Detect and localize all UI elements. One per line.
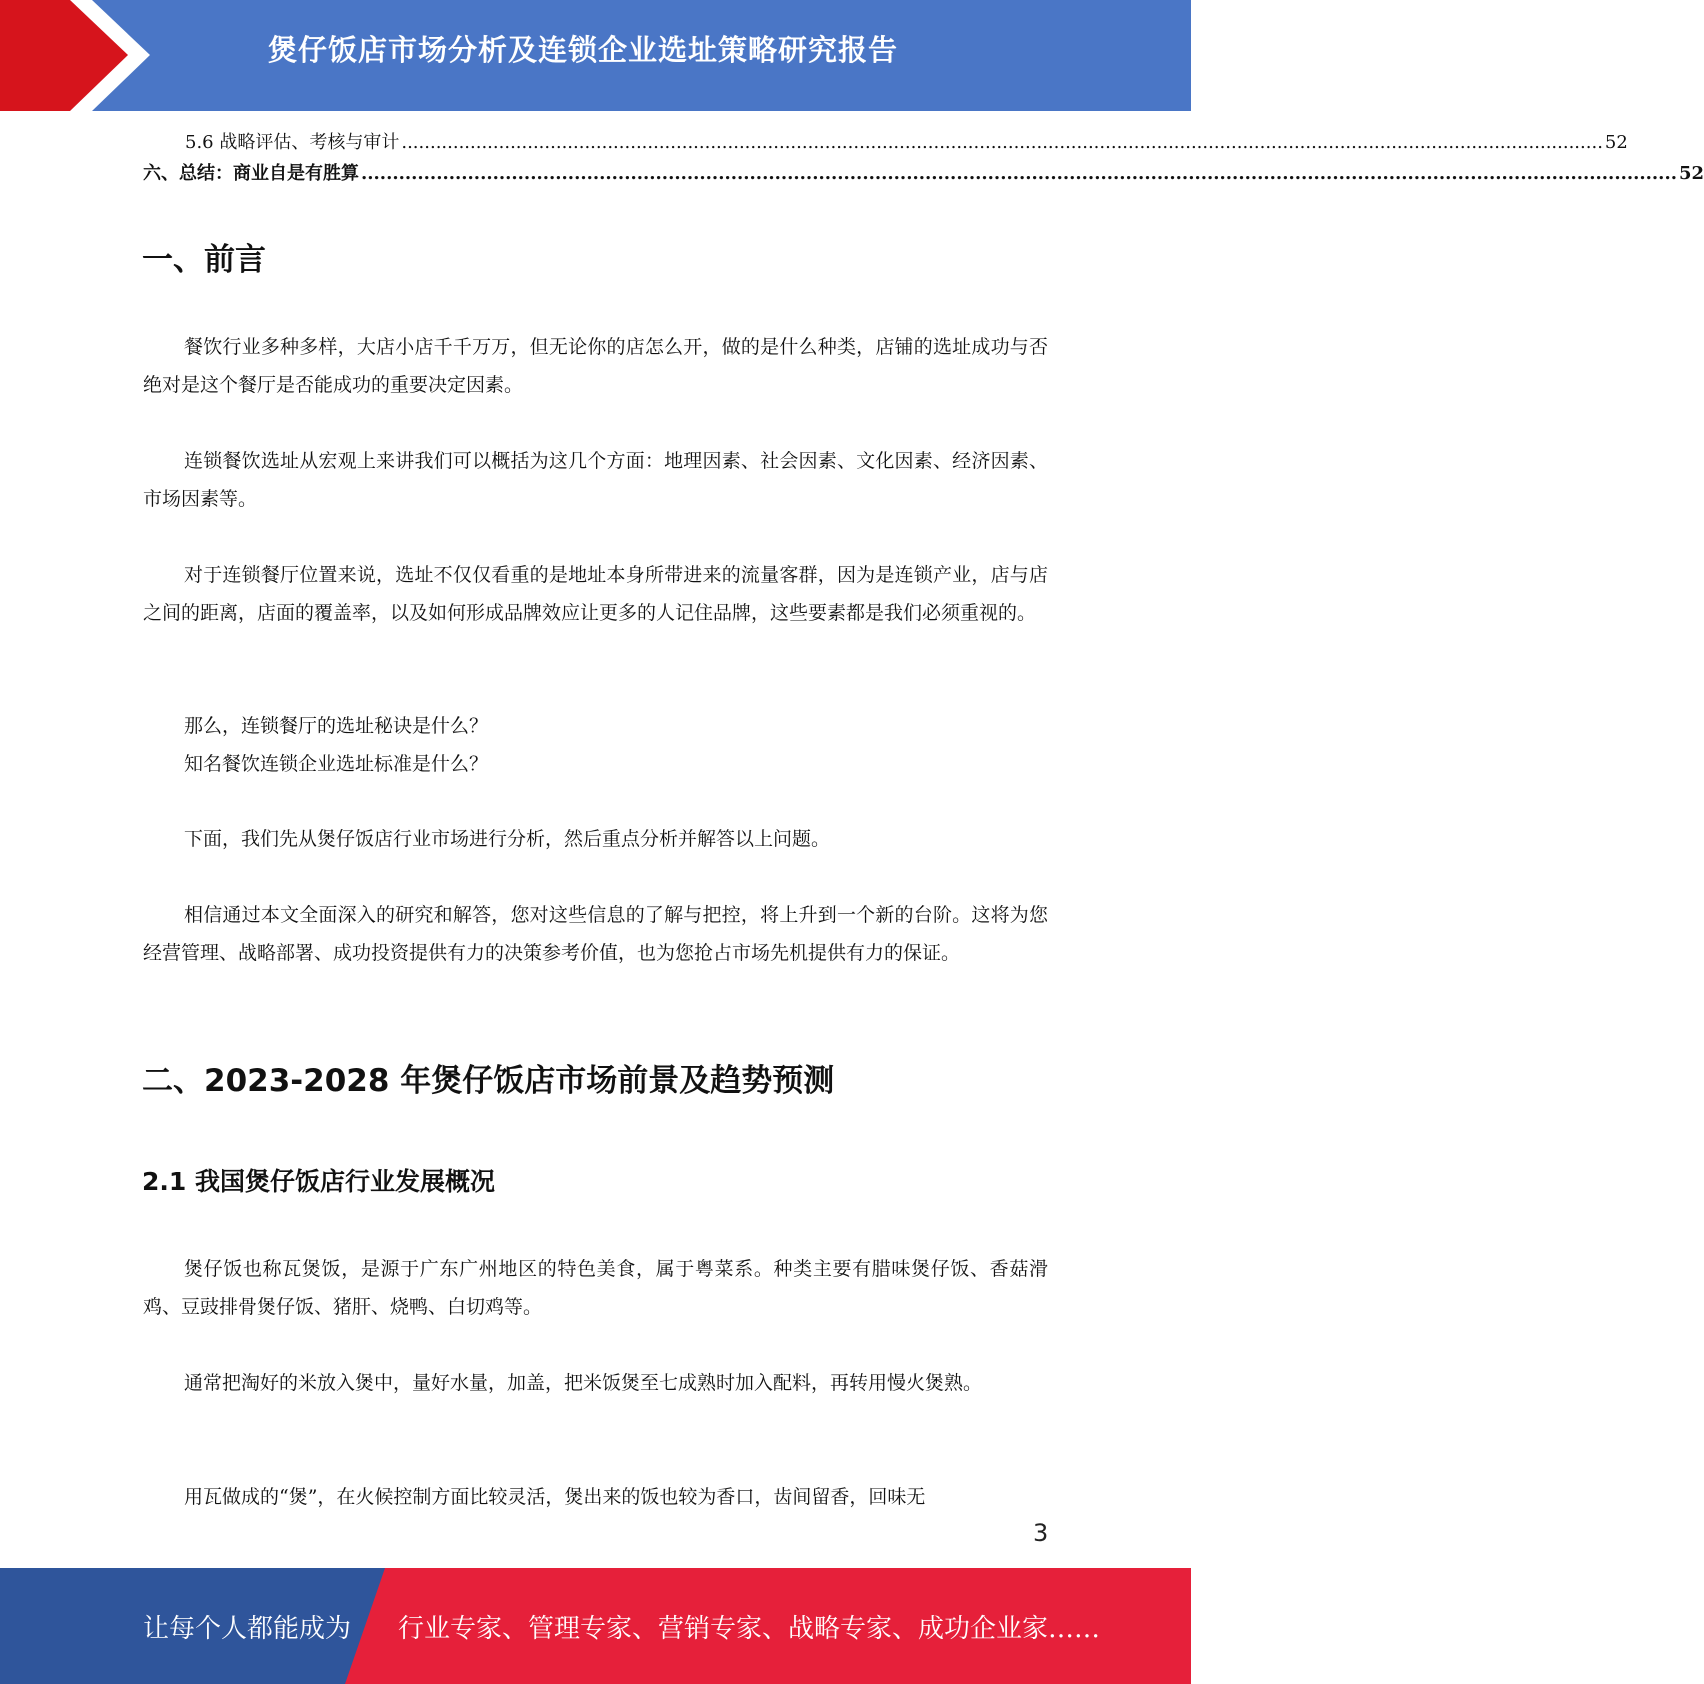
body-paragraph: 通常把淘好的米放入煲中，量好水量，加盖，把米饭煲至七成熟时加入配料，再转用慢火煲熟。 bbox=[184, 1372, 983, 1394]
page-number: 3 bbox=[1033, 1519, 1049, 1547]
header-arrow-graphic bbox=[0, 0, 160, 111]
toc-entry-label: 六、总结：商业自是有胜算 bbox=[143, 163, 359, 184]
body-paragraph: 连锁餐饮选址从宏观上来讲我们可以概括为这几个方面：地理因素、社会因素、文化因素、经济因素、市场因素等。 bbox=[143, 450, 1048, 510]
report-footer bbox=[0, 1568, 1191, 1684]
footer-slogan-right: 行业专家、管理专家、营销专家、战略专家、成功企业家…… bbox=[398, 1614, 1101, 1644]
body-paragraph: 下面，我们先从煲仔饭店行业市场进行分析，然后重点分析并解答以上问题。 bbox=[184, 828, 831, 850]
section-heading-forecast: 二、2023-2028 年煲仔饭店市场前景及趋势预测 bbox=[142, 1063, 835, 1099]
question-line: 那么，连锁餐厅的选址秘诀是什么？ bbox=[184, 715, 489, 737]
toc-entry-label: 5.6 战略评估、考核与审计 bbox=[185, 132, 400, 153]
body-paragraph: 相信通过本文全面深入的研究和解答，您对这些信息的了解与把控，将上升到一个新的台阶。这将为您经营管理、战略部署、成功投资提供有力的决策参考价值，也为您抢占市场先机提供有力的保证。 bbox=[143, 904, 1048, 964]
toc-entry-page: 52 bbox=[1604, 132, 1628, 153]
toc-entry-page: 52 bbox=[1679, 163, 1704, 184]
section-heading-preface: 一、前言 bbox=[142, 242, 266, 278]
body-paragraph: 餐饮行业多种多样，大店小店千千万万，但无论你的店怎么开，做的是什么种类，店铺的选址成功与否绝对是这个餐厅是否能成功的重要决定因素。 bbox=[143, 336, 1048, 396]
toc-leader-dots: .................................................................................................................................................................................................................. bbox=[361, 163, 1677, 184]
report-title: 煲仔饭店市场分析及连锁企业选址策略研究报告 bbox=[268, 33, 899, 67]
toc-entry[interactable] bbox=[143, 130, 1628, 156]
toc-leader-dots: .................................................................................................................................................................................................................. bbox=[401, 132, 1603, 153]
toc-entry[interactable] bbox=[143, 161, 1704, 187]
body-paragraph: 用瓦做成的“煲”，在火候控制方面比较灵活，煲出来的饭也较为香口，齿间留香，回味无 bbox=[184, 1486, 926, 1508]
footer-slogan-left: 让每个人都能成为 bbox=[143, 1614, 352, 1644]
body-paragraph: 对于连锁餐厅位置来说，选址不仅仅看重的是地址本身所带进来的流量客群，因为是连锁产业，店与店之间的距离，店面的覆盖率，以及如何形成品牌效应让更多的人记住品牌，这些要素都是我们必须重视的。 bbox=[143, 564, 1048, 624]
question-line: 知名餐饮连锁企业选址标准是什么？ bbox=[184, 753, 489, 775]
report-header bbox=[0, 0, 1191, 111]
subsection-heading: 2.1 我国煲仔饭店行业发展概况 bbox=[142, 1167, 495, 1196]
body-paragraph: 煲仔饭也称瓦煲饭，是源于广东广州地区的特色美食，属于粤菜系。种类主要有腊味煲仔饭、香菇滑鸡、豆豉排骨煲仔饭、猪肝、烧鸭、白切鸡等。 bbox=[143, 1258, 1048, 1318]
